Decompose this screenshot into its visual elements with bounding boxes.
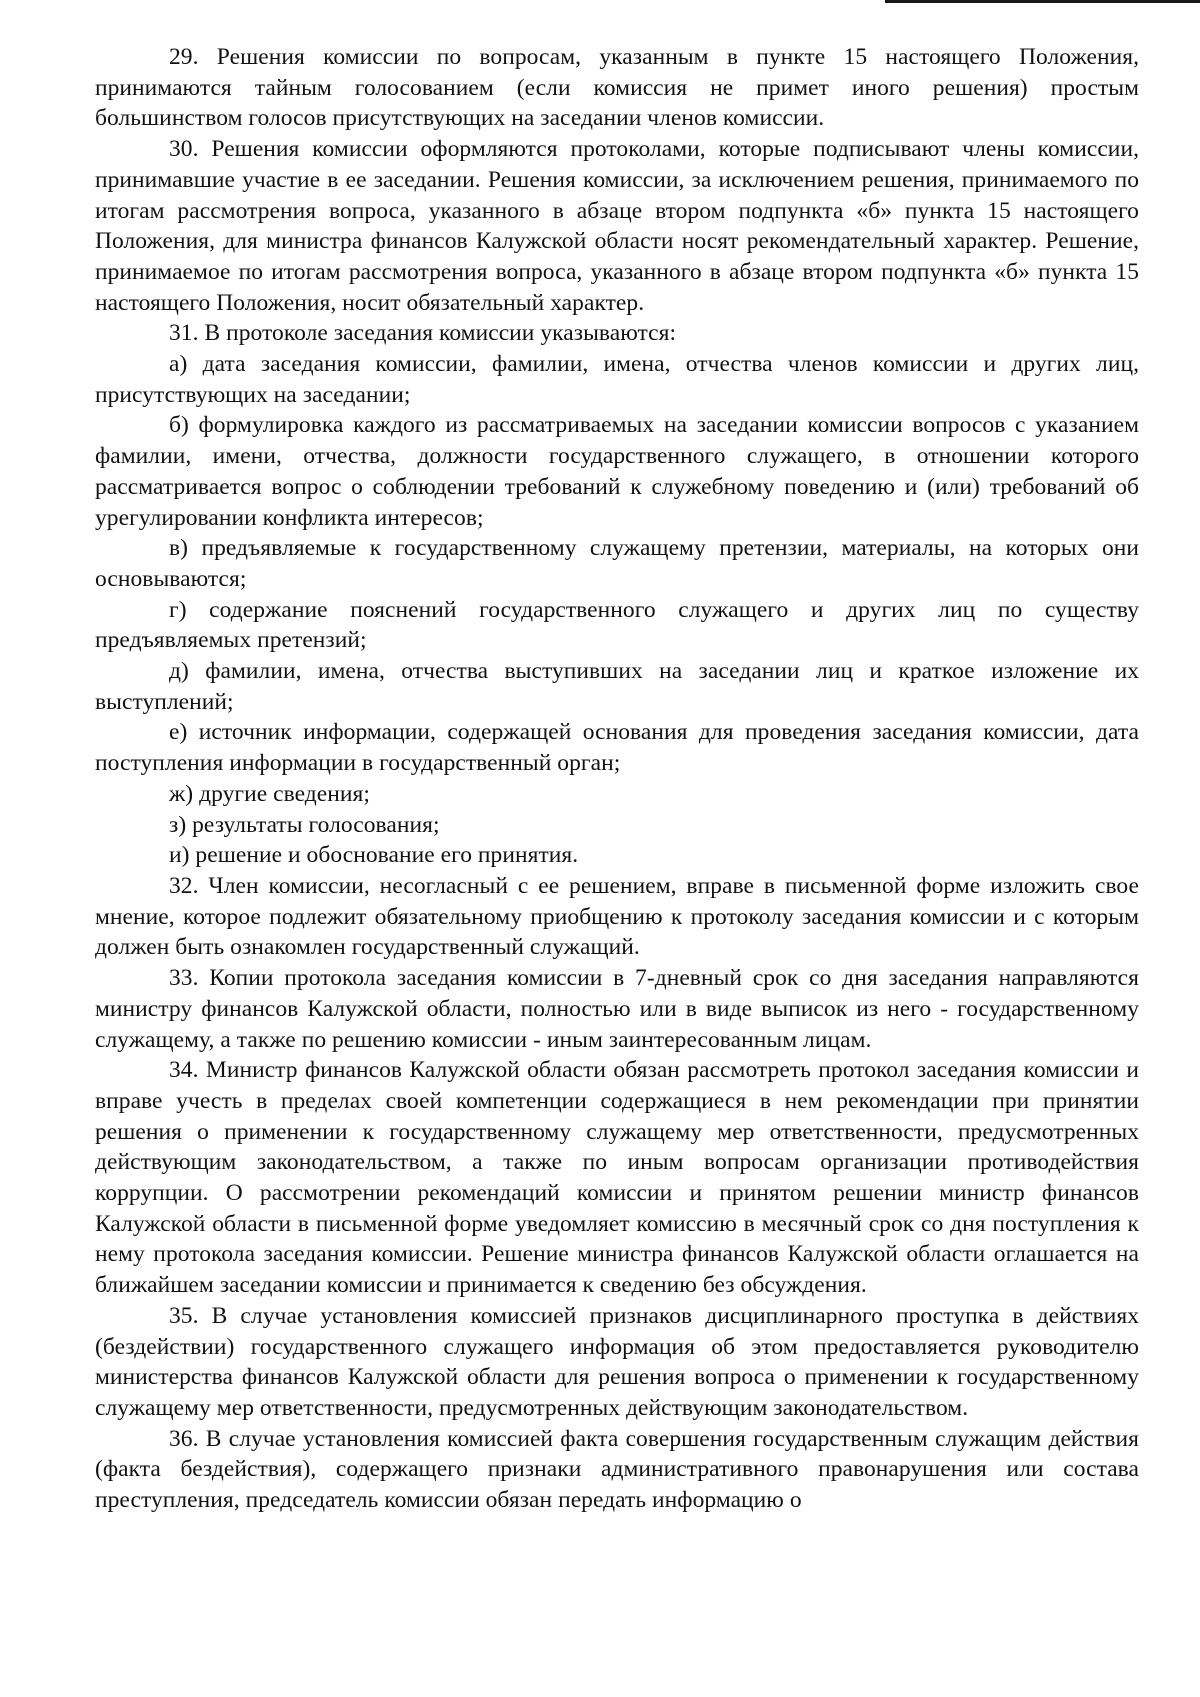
list-item-zh: ж) другие сведения;	[169, 780, 370, 807]
paragraph-33: 33. Копии протокола заседания комиссии в 7-дневный срок со дня заседания направляются министру финансов Калужской области, полностью или в виде выписок из него - государственному служащему, а также по решению комиссии - иным заинтересованным лицам.	[95, 965, 1139, 1053]
paragraph-35: 35. В случае установления комиссией признаков дисциплинарного проступка в действиях (бездействии) государственного служащего информация об этом предоставляется руководителю министерства финансов Калужской области для решения вопроса о применении к государственному служащему мер ответственности, предусмотренных действующим законодательством.	[95, 1302, 1139, 1421]
list-item-a: а) дата заседания комиссии, фамилии, имена, отчества членов комиссии и других лиц, присутствующих на заседании;	[95, 351, 1139, 408]
list-item-d: д) фамилии, имена, отчества выступивших на заседании лиц и краткое изложение их выступлений;	[95, 658, 1139, 715]
paragraph-36: 36. В случае установления комиссией факта совершения государственным служащим действия (факта бездействия), содержащего признаки административного правонарушения или состава преступления, председатель комиссии обязан передать информацию о	[95, 1425, 1139, 1514]
list-item-g: г) содержание пояснений государственного служащего и других лиц по существу предъявляемых претензий;	[95, 596, 1139, 654]
list-item-e: е) источник информации, содержащей основания для проведения заседания комиссии, дата поступления информации в государственный орган;	[95, 719, 1139, 777]
scan-border-line	[885, 0, 1200, 3]
paragraph-32: 32. Член комиссии, несогласный с ее решением, вправе в письменной форме изложить свое мнение, которое подлежит обязательному приобщению к протоколу заседания комиссии и с которым должен быть ознакомлен государственный служащий.	[95, 872, 1139, 961]
list-item-z: з) результаты голосования;	[169, 811, 440, 838]
paragraph-30: 30. Решения комиссии оформляются протоколами, которые подписывают члены комиссии, принимавшие участие в ее заседании. Решения комиссии, за исключением решения, принимаемого по итогам рассмотрения вопроса, указанного в абзаце втором подпункта «б» пункта 15 настоящего Положения, для министра финансов Калужской области носят рекомендательный характер. Решение, принимаемое по итогам рассмотрения вопроса, указанного в абзаце втором подпункта «б» пункта 15 настоящего Положения, носит обязательный характер.	[95, 136, 1139, 316]
list-item-v: в) предъявляемые к государственному служащему претензии, материалы, на которых они основываются;	[95, 535, 1139, 592]
document-page	[95, 42, 1139, 1516]
paragraph-31: 31. В протоколе заседания комиссии указываются:	[169, 320, 677, 347]
paragraph-34: 34. Министр финансов Калужской области обязан рассмотреть протокол заседания комиссии и вправе учесть в пределах своей компетенции содержащиеся в нем рекомендации при принятии решения о применении к государственному служащему мер ответственности, предусмотренных действующим законодательством, а также по иным вопросам организации противодействия коррупции. О рассмотрении рекомендаций комиссии и принятом решении министр финансов Калужской области в письменной форме уведомляет комиссию в месячный срок со дня поступления к нему протокола заседания комиссии. Решение министра финансов Калужской области оглашается на ближайшем заседании комиссии и принимается к сведению без обсуждения.	[95, 1057, 1139, 1299]
list-item-b: б) формулировка каждого из рассматриваемых на заседании комиссии вопросов с указанием фамилии, имени, отчества, должности государственного служащего, в отношении которого рассматривается вопрос о соблюдении требований к служебному поведению и (или) требований об урегулировании конфликта интересов;	[95, 412, 1139, 531]
list-item-i: и) решение и обоснование его принятия.	[169, 842, 579, 869]
paragraph-29: 29. Решения комиссии по вопросам, указанным в пункте 15 настоящего Положения, принимаются тайным голосованием (если комиссия не примет иного решения) простым большинством голосов присутствующих на заседании членов комиссии.	[95, 44, 1139, 132]
